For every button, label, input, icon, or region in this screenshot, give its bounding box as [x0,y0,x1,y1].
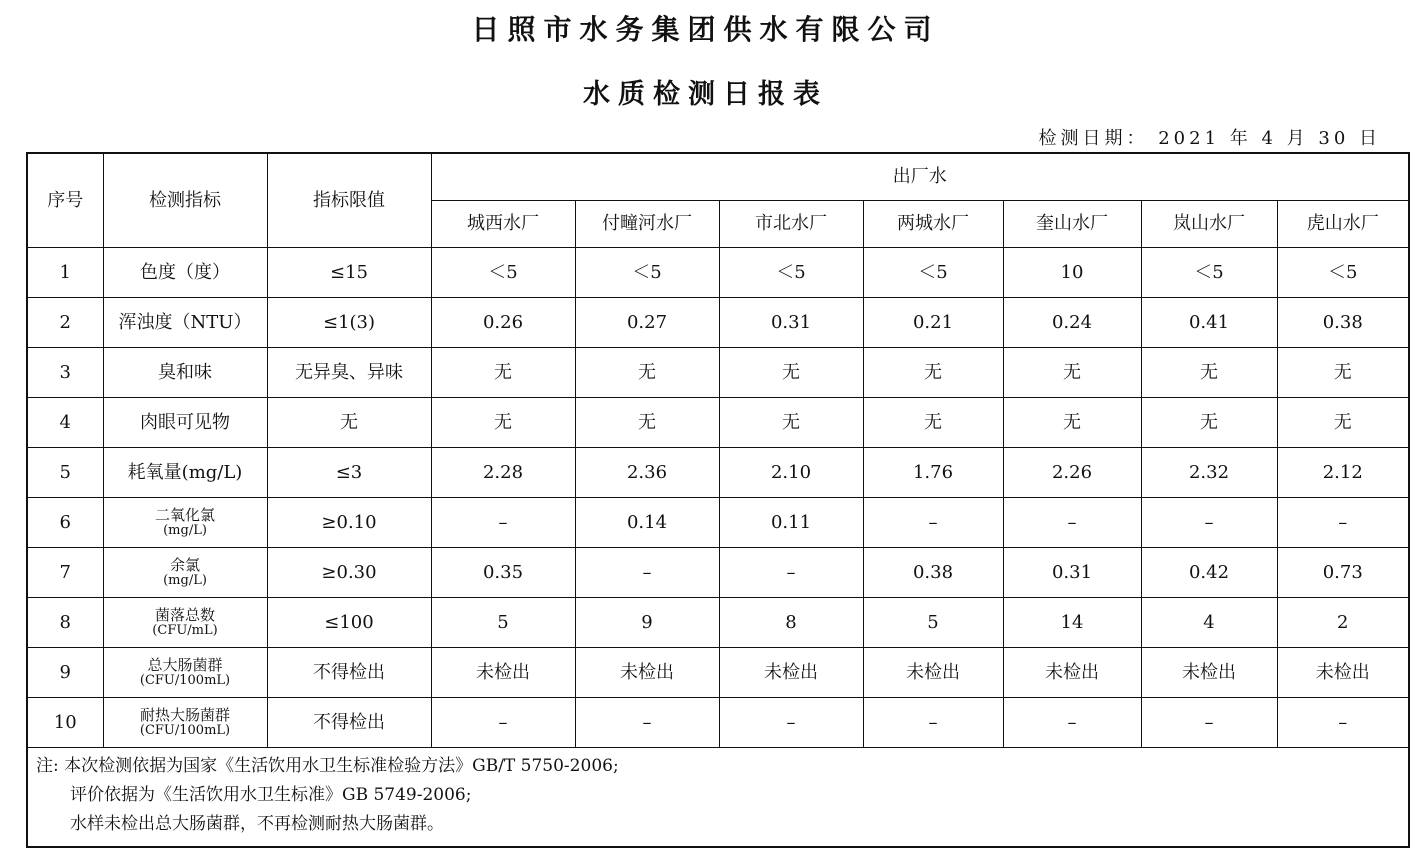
cell-value: 0.11 [719,498,863,548]
note-line: 注: 本次检测依据为国家《生活饮用水卫生标准检验方法》GB/T 5750-2006; [36,756,619,776]
header-item: 检测指标 [103,153,267,248]
cell-value: 0.38 [1277,298,1409,348]
note-line: 评价依据为《生活饮用水卫生标准》GB 5749-2006; [70,785,472,805]
item-unit: (mg/L) [163,522,207,538]
cell-value: 无 [1277,348,1409,398]
cell-limit: 无异臭、异味 [267,348,431,398]
cell-seq: 5 [27,448,103,498]
cell-value: 未检出 [431,648,575,698]
cell-limit: ≤3 [267,448,431,498]
item-unit: (CFU/100mL) [139,672,231,688]
cell-value: 0.41 [1141,298,1277,348]
cell-limit: ≤15 [267,248,431,298]
cell-item [103,698,267,748]
header-plant: 两城水厂 [863,201,1003,248]
item-name: 余氯 [169,555,200,574]
cell-value: 无 [1141,398,1277,448]
item-unit: (CFU/mL) [152,622,218,638]
cell-value: 0.42 [1141,548,1277,598]
cell-value: 0.73 [1277,548,1409,598]
cell-value: – [575,548,719,598]
cell-value: 未检出 [1141,648,1277,698]
cell-value: 未检出 [1277,648,1409,698]
water-quality-table [26,152,1410,848]
cell-value: 8 [719,598,863,648]
cell-value: 0.35 [431,548,575,598]
table-row [27,598,1409,648]
cell-value: 无 [1003,348,1141,398]
cell-value: – [1277,698,1409,748]
cell-value: 2.28 [431,448,575,498]
cell-value: 0.26 [431,298,575,348]
report-title: 水质检测日报表 [583,79,828,110]
cell-limit: 不得检出 [267,648,431,698]
cell-value: 无 [431,348,575,398]
cell-seq: 1 [27,248,103,298]
cell-value: ＜5 [431,248,575,298]
cell-value: 无 [719,398,863,448]
header-plant: 付疃河水厂 [575,201,719,248]
cell-value: 5 [863,598,1003,648]
cell-limit: ≥0.30 [267,548,431,598]
cell-value: – [431,698,575,748]
cell-limit: 无 [267,398,431,448]
cell-value: ＜5 [863,248,1003,298]
cell-value: – [1277,498,1409,548]
header-limit: 指标限值 [267,153,431,248]
cell-item [103,598,267,648]
cell-value: 0.21 [863,298,1003,348]
table-row [27,548,1409,598]
company-name: 日照市水务集团供水有限公司 [471,13,940,46]
cell-value: – [719,698,863,748]
cell-value: 无 [431,398,575,448]
cell-limit: 不得检出 [267,698,431,748]
cell-value: 10 [1003,248,1141,298]
cell-value: 0.24 [1003,298,1141,348]
item-name: 耐热大肠菌群 [139,705,230,724]
table-row [27,298,1409,348]
cell-seq: 4 [27,398,103,448]
cell-value: 无 [1277,398,1409,448]
cell-value: 未检出 [1003,648,1141,698]
cell-value: 无 [863,398,1003,448]
cell-item: 肉眼可见物 [103,398,267,448]
cell-value: – [719,548,863,598]
cell-value: 无 [1141,348,1277,398]
cell-value: – [863,498,1003,548]
cell-value: ＜5 [719,248,863,298]
cell-value: – [1141,698,1277,748]
item-name: 菌落总数 [154,605,215,624]
cell-item: 浑浊度（NTU） [103,298,267,348]
cell-seq: 10 [27,698,103,748]
cell-value: 无 [719,348,863,398]
cell-value: – [863,698,1003,748]
cell-seq: 3 [27,348,103,398]
cell-limit: ≤100 [267,598,431,648]
cell-value: 2.32 [1141,448,1277,498]
cell-seq: 7 [27,548,103,598]
cell-limit: ≤1(3) [267,298,431,348]
table-row [27,348,1409,398]
cell-value: – [575,698,719,748]
header-plant: 岚山水厂 [1141,201,1277,248]
cell-item [103,498,267,548]
notes [27,748,1409,848]
cell-value: 未检出 [863,648,1003,698]
cell-value: 0.31 [719,298,863,348]
cell-value: 9 [575,598,719,648]
cell-value: 2.10 [719,448,863,498]
cell-value: ＜5 [575,248,719,298]
table-row [27,248,1409,298]
cell-value: – [1141,498,1277,548]
cell-value: 0.31 [1003,548,1141,598]
cell-limit: ≥0.10 [267,498,431,548]
cell-value: – [1003,698,1141,748]
header-plant: 奎山水厂 [1003,201,1141,248]
cell-value: 0.14 [575,498,719,548]
item-name: 总大肠菌群 [147,655,223,674]
header-plant: 市北水厂 [719,201,863,248]
item-unit: (CFU/100mL) [139,722,231,738]
cell-value: 2.36 [575,448,719,498]
cell-value: ＜5 [1277,248,1409,298]
header-plant: 虎山水厂 [1277,201,1409,248]
cell-value: 2.26 [1003,448,1141,498]
cell-item [103,548,267,598]
cell-item: 色度（度） [103,248,267,298]
cell-value: 14 [1003,598,1141,648]
cell-value: 0.27 [575,298,719,348]
cell-item [103,648,267,698]
notes-row [27,748,1409,848]
cell-value: – [431,498,575,548]
cell-item: 耗氧量(mg/L) [103,448,267,498]
cell-value: 4 [1141,598,1277,648]
cell-value: ＜5 [1141,248,1277,298]
table-row [27,448,1409,498]
cell-seq: 2 [27,298,103,348]
cell-value: 无 [575,398,719,448]
table-row [27,648,1409,698]
cell-value: 1.76 [863,448,1003,498]
item-name: 二氧化氯 [154,505,215,524]
cell-seq: 6 [27,498,103,548]
cell-value: – [1003,498,1141,548]
cell-value: 无 [863,348,1003,398]
report-date: 检测日期： 2021 年 4 月 30 日 [1038,128,1381,149]
cell-value: 2 [1277,598,1409,648]
cell-value: 0.38 [863,548,1003,598]
cell-value: 未检出 [719,648,863,698]
header-seq: 序号 [27,153,103,248]
item-unit: (mg/L) [163,572,207,588]
header-group-outlet-water: 出厂水 [431,153,1409,201]
cell-seq: 9 [27,648,103,698]
cell-value: 5 [431,598,575,648]
cell-value: 未检出 [575,648,719,698]
cell-value: 无 [1003,398,1141,448]
header-plant: 城西水厂 [431,201,575,248]
cell-value: 2.12 [1277,448,1409,498]
cell-value: 无 [575,348,719,398]
note-line: 水样未检出总大肠菌群，不再检测耐热大肠菌群。 [70,814,444,834]
table-row [27,698,1409,748]
cell-seq: 8 [27,598,103,648]
cell-item: 臭和味 [103,348,267,398]
table-row [27,398,1409,448]
table-row [27,498,1409,548]
